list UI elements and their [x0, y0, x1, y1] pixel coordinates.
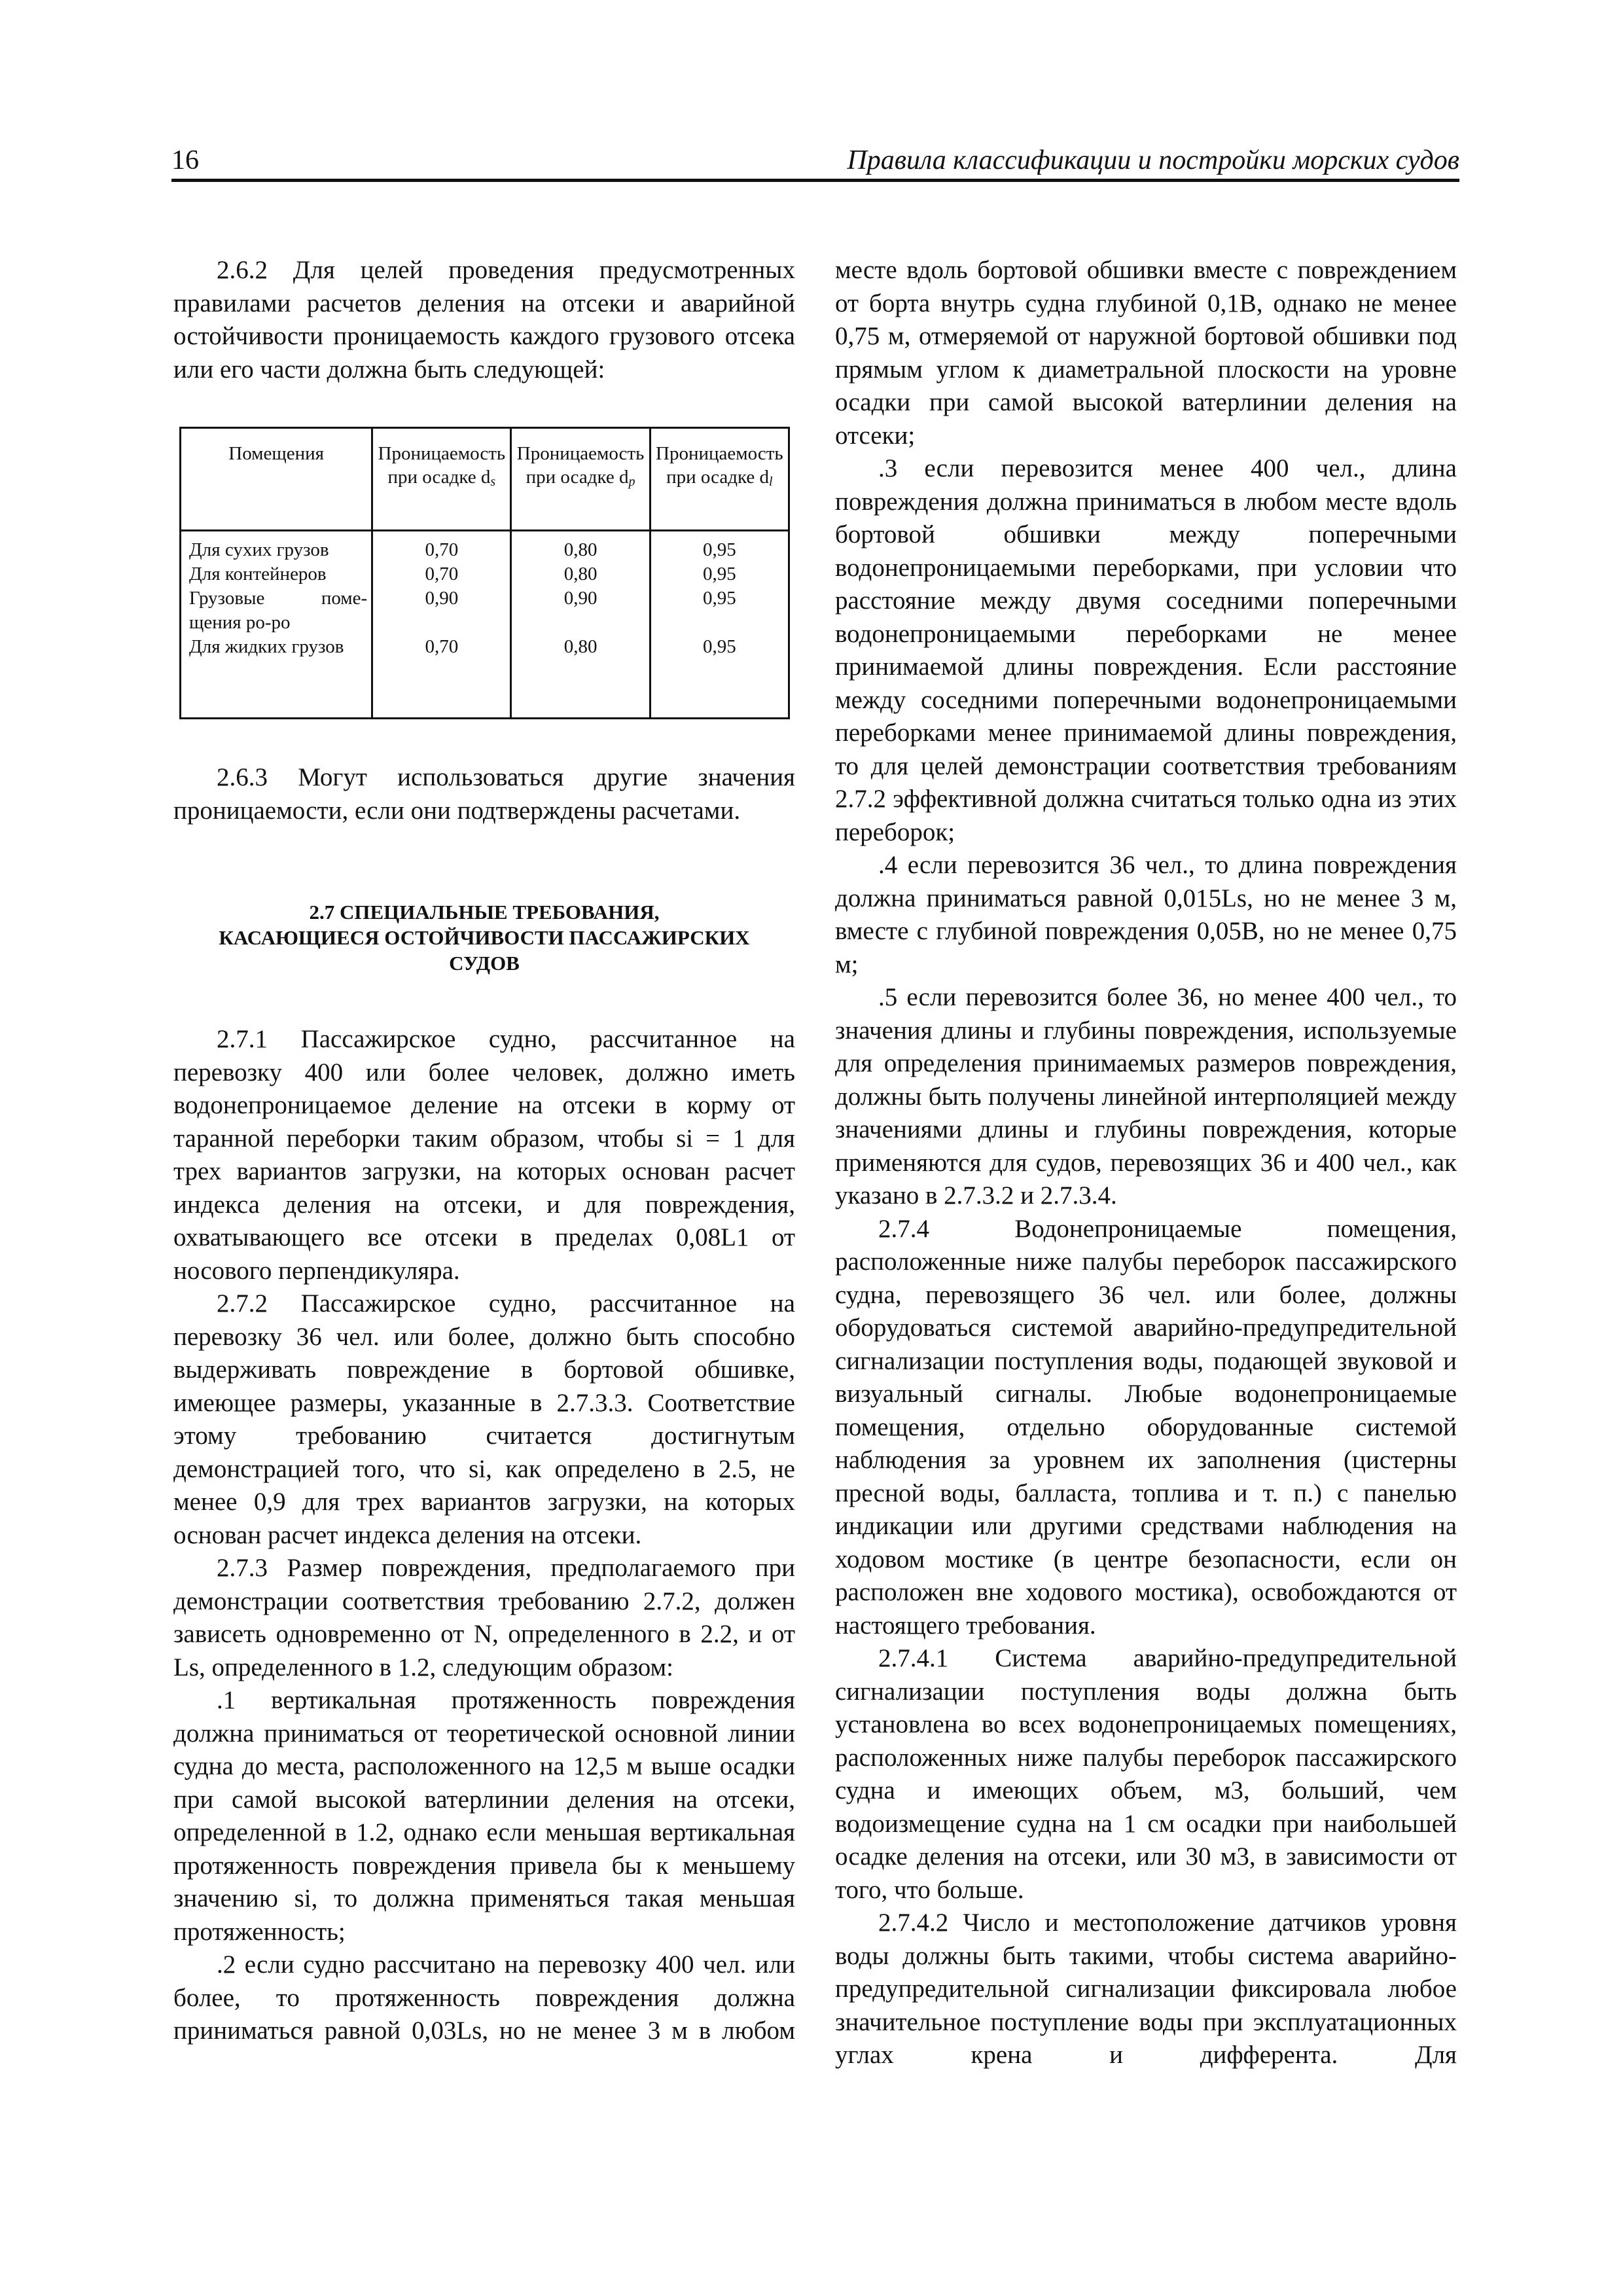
left-column — [173, 254, 795, 2048]
table-header-dp: Проницаемость при осадке $d_p$ — [511, 428, 650, 531]
paragraph-item-3: .3 если перевозится менее 400 чел., длина повреждения должна приниматься в любом месте вдоль бортовой обшивки между поперечными водонепроницаемыми переборками, при условии что расстояние между двумя соседними поперечными водонепроницаемыми переборками не менее принимаемой длины повреждения. Если расстояние между соседними поперечными водонепроницаемыми переборками менее принимаемой длины повреждения, то для целей демонстрации соответствия требованиям 2.7.2 эффективной должна считаться только одна из этих переборок; — [835, 454, 1457, 846]
right-column — [835, 254, 1457, 2072]
paragraph-item-1: .1 вертикальная протяженность повреждения должна приниматься от теоретической основной линии судна до места, расположенного на 12,5 м выше осадки при самой высокой ватерлинии деления на отсеки, определенной в 1.2, однако если меньшая вертикальная протяженность повреждения привела бы к меньшему значению si, то должна применяться такая меньшая протяженность; — [173, 1686, 795, 1946]
paragraph-item-2-continued: месте вдоль бортовой обшивки вместе с повреждением от борта внутрь судна глубиной 0,1B, однако не менее 0,75 м, отмеряемой от наружной бортовой обшивки под прямым углом к диаметральной плоскости на уровне осадки при самой высокой ватерлинии деления на отсеки; — [835, 256, 1457, 450]
table-header-spaces: Помещения — [181, 428, 372, 531]
paragraph-2-7-1: 2.7.1 Пассажирское судно, рассчитанное на перевозку 400 или более человек, должно иметь водонепроницаемое деление на отсеки в корму от таранной переборки таким образом, чтобы si = 1 для трех вариантов загрузки, на которых основан расчет индекса деления на отсеки, и для повреждения, охватывающего все отсеки в пределах 0,08L1 от носового перпендикуляра. — [173, 1025, 795, 1285]
paragraph-item-5: .5 если перевозится более 36, но менее 400 чел., то значения длины и глубины повреждения, используемые для определения принимаемых размеров повреждения, должны быть получены линейной интерполяцией между значениями длины и глубины повреждения, которые применяются для судов, перевозящих 36 и 400 чел., как указано в 2.7.3.2 и 2.7.3.4. — [835, 983, 1457, 1210]
table-header-dl: Проницаемость при осадке $d_l$ — [650, 428, 789, 531]
space-dry-cargo: Для сухих грузов — [189, 539, 329, 560]
paragraph-item-2: .2 если судно рассчитано на перевозку 400 чел. или более, то протяженность повреждения должна приниматься равной 0,03Ls, но не менее 3 м в любом — [173, 1950, 795, 2045]
permeability-table — [179, 427, 790, 719]
table-body-row — [181, 531, 789, 719]
space-liquid-cargo: Для жидких грузов — [189, 636, 344, 657]
running-title: Правила классификации и постройки морских судов — [847, 145, 1459, 175]
paragraph-2-6-3: 2.6.3 Могут использоваться другие значения проницаемости, если они подтверждены расчетами. — [173, 763, 795, 825]
paragraph-2-7-3: 2.7.3 Размер повреждения, предполагаемого при демонстрации соответствия требованию 2.7.2, должен зависеть одновременно от N, определенного в 2.2, и от Ls, определенного в 1.2, следующим образом: — [173, 1554, 795, 1681]
paragraph-2-7-4-1: 2.7.4.1 Система аварийно-предупредительной сигнализации поступления воды должна быть установлена во всех водонепроницаемых помещениях, расположенных ниже палубы переборок пассажирского судна и имеющих объем, м3, больший, чем водоизмещение судна на 1 см осадки при наибольшей осадке деления на отсеки, или 30 м3, в зависимости от того, что больше. — [835, 1644, 1457, 1904]
table-cell-dl: 0,95 0,95 0,95 0,95 — [650, 531, 789, 719]
space-roro-line1: Грузовые поме- — [189, 588, 368, 609]
page-header — [171, 144, 1459, 182]
space-roro-line2: щения ро-ро — [189, 612, 291, 633]
section-heading-2-7: 2.7 СПЕЦИАЛЬНЫЕ ТРЕБОВАНИЯ, КАСАЮЩИЕСЯ ОСТОЙЧИВОСТИ ПАССАЖИРСКИХ СУДОВ — [219, 901, 750, 975]
table-header-row — [181, 428, 789, 531]
space-containers: Для контейнеров — [189, 564, 327, 584]
table-cell-dp: 0,80 0,80 0,90 0,80 — [511, 531, 650, 719]
paragraph-2-7-4-2: 2.7.4.2 Число и местоположение датчиков уровня воды должны быть такими, чтобы система аварийно-предупредительной сигнализации фиксировала любое значительное поступление воды при эксплуатационных углах крена и дифферента. Для — [835, 1909, 1457, 2069]
page-number: 16 — [171, 145, 199, 175]
paragraph-2-7-2: 2.7.2 Пассажирское судно, рассчитанное на перевозку 36 чел. или более, должно быть способно выдерживать повреждение в бортовой обшивке, имеющее размеры, указанные в 2.7.3.3. Соответствие этому требованию считается достигнутым демонстрацией того, что si, как определено в 2.5, не менее 0,9 для трех вариантов загрузки, на которых основан расчет индекса деления на отсеки. — [173, 1289, 795, 1549]
paragraph-2-7-4: 2.7.4 Водонепроницаемые помещения, расположенные ниже палубы переборок пассажирского судна, перевозящего 36 чел. или более, должны оборудоваться системой аварийно-предупредительной сигнализации поступления воды, подающей звуковой и визуальный сигналы. Любые водонепроницаемые помещения, отдельно оборудованные системой наблюдения за уровнем их заполнения (цистерны пресной воды, балласта, топлива и т. п.) с панелью индикации или другими средствами наблюдения на ходовом мостике (в центре безопасности, если он расположен вне ходового мостика), освобождаются от настоящего требования. — [835, 1214, 1457, 1640]
table-cell-spaces — [181, 531, 372, 719]
paragraph-item-4: .4 если перевозится 36 чел., то длина повреждения должна приниматься равной 0,015Ls, но не менее 3 м, вместе с глубиной повреждения 0,05B, но не менее 0,75 м; — [835, 851, 1457, 978]
table-header-ds: Проницаемость при осадке $d_s$ — [372, 428, 511, 531]
paragraph-2-6-2: 2.6.2 Для целей проведения предусмотренных правилами расчетов деления на отсеки и аварийной остойчивости проницаемость каждого грузового отсека или его части должна быть следующей: — [173, 256, 795, 384]
table-cell-ds: 0,70 0,70 0,90 0,70 — [372, 531, 511, 719]
